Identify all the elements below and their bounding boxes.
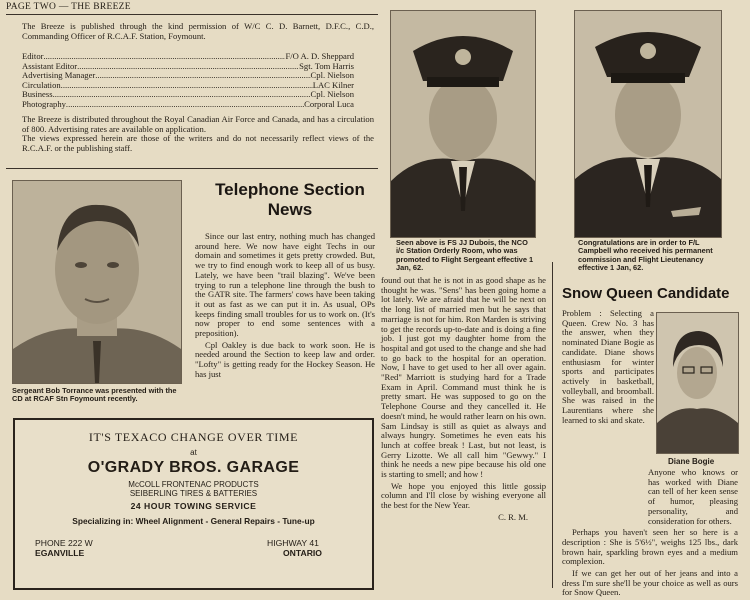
torrance-portrait (13, 181, 181, 383)
bogie-portrait (657, 313, 738, 453)
masthead-intro: The Breeze is published through the kind permission of W/C C. D. Barnett, D.F.C., C.D., Commanding Officer of R.C.A.F. Station, Foymount. (22, 21, 374, 41)
campbell-photo (574, 10, 722, 238)
ad-business-name: O'GRADY BROS. GARAGE (87, 459, 300, 476)
garage-advertisement (13, 418, 374, 590)
column-divider (552, 262, 553, 588)
torrance-caption: Sergeant Bob Torrance was presented with the CD at RCAF Stn Foymount recently. (12, 386, 177, 404)
torrance-photo (12, 180, 182, 384)
dubois-photo (390, 10, 536, 238)
snow-queen-continued: Anyone who knows or has worked with Diane can tell of her keen sense of humor, pleasing personality, and consideration for others. Perhaps you haven't seen her so here is a description : She is 5'6½", weighs 125 lbs., dark brown hair, sparkling brown eyes and a medium complexion. If we can get her out of her jeans and into a dress I'm sure she'll be your choice as well as ours for Snow Queen. (562, 467, 738, 598)
ad-specializing: Specializing in: Wheel Alignment - General Repairs - Tune-up (72, 516, 315, 526)
telephone-column-1: Since our last entry, nothing much has changed around here. We now have eight Techs in our domain and sometimes it gets pretty crowded. But, we try to find enough work to keep all of us busy. Lately, we have been "trail blazing". We've been trying to run a telephone line through the bush to the GATR site. The farmers' cows have been taking it out as fast as we can put it in. As usual, OPs keeps finding small troubles for us to work on. (It's now proper to end some sentences with a preposition). Cpl Oakley is due back to work soon. He is needed around the Section to keep law and order. "Lofty" is getting ready for the Hockey Season. He has just (195, 231, 375, 379)
dubois-caption: Seen above is FS JJ Dubois, the NCO i/c Station Orderly Room, who was promoted to Flight Sergeant effective 1 Jan, 62. (396, 238, 534, 273)
bogie-caption: Diane Bogie (668, 457, 715, 466)
telephone-column-2: found out that he is not in as good shape as he thought he was. "Sens" has been going home a lot lately. We are afraid that he will be next on the long list of married men but he says that marriage is not for him. Ron Marden is striving to get the records up-to-date and is doing a fine job. I just got my daughter home from the hospital and got used to the change and she had to go back to the hospital for an operation. Now, I have to get used to her all over again. "Red" Marriott is studying hard for a Trade Exam in April. Command must think he is pretty smart. He was supposed to go on the Telephone Course and they cancelled it. He doesn't mind, he would rather learn on his own. Sam Lindsay is still as quiet as always and always hungry. Sometimes he even eats his lunch at coffee break ! Last, but not least, is Gerry Lizotte. We all call him "Gewwy." I think he needs a new pipe because his old one is starting to smell; and how ! We hope you enjoyed this little gossip column and I'll close by wishing everyone all the best for the New Year. C. R. M. (381, 275, 546, 522)
page-header: PAGE TWO — THE BREEZE (6, 2, 131, 12)
staff-list (22, 52, 354, 110)
campbell-caption: Congratulations are in order to F/L Campbell who received his permanent commission and Flight Lieutenancy effective 1 Jan, 62. (578, 238, 713, 273)
ad-location-block: HIGHWAY 41 ONTARIO (267, 538, 322, 558)
ad-towing: 24 HOUR TOWING SERVICE (130, 501, 257, 511)
bogie-photo (656, 312, 739, 454)
ad-products: McCOLL FRONTENAC PRODUCTS SEIBERLING TIRES & BATTERIES (128, 480, 259, 498)
ad-phone-block: PHONE 222 W EGANVILLE (35, 538, 93, 558)
telephone-headline: Telephone Section News (215, 180, 365, 219)
staff-row: Assistant Editor ..... Sgt. Tom Harris (22, 62, 354, 72)
staff-row: Advertising Manager ..... Cpl. Nielson (22, 71, 354, 81)
staff-row: Circulation ..... LAC Kilner (22, 81, 354, 91)
staff-row: Editor ..... F/O A. D. Sheppard (22, 52, 354, 62)
campbell-portrait (575, 11, 721, 237)
snow-queen-headline: Snow Queen Candidate (562, 285, 730, 302)
masthead-distribution: The Breeze is distributed throughout the Royal Canadian Air Force and Canada, and has a circulation of 800. Advertising rates are available on application. The views expressed herein are those of the writers and do not necessarily reflect views of the R.C.A.F. or the publishing staff. (22, 114, 374, 153)
masthead-rule (6, 168, 378, 169)
dubois-portrait (391, 11, 535, 237)
column-signature: C. R. M. (498, 511, 528, 522)
snow-queen-narrow-text: Problem : Selecting a Queen. Crew No. 3 has the answer, when they nominated Diane Bogie as candidate. Diane shows enthusiasm for winter sports and participates actively in basketball, volleyball, and broomball. She was raised in the Laurentians where she learned to ski and skate. (562, 308, 654, 425)
staff-row: Photography ..... Corporal Luca (22, 100, 354, 110)
ad-slogan: IT'S TEXACO CHANGE OVER TIME (88, 430, 299, 444)
ad-at: at (190, 448, 197, 457)
staff-row: Business ..... Cpl. Nielson (22, 90, 354, 100)
header-rule (6, 14, 378, 15)
